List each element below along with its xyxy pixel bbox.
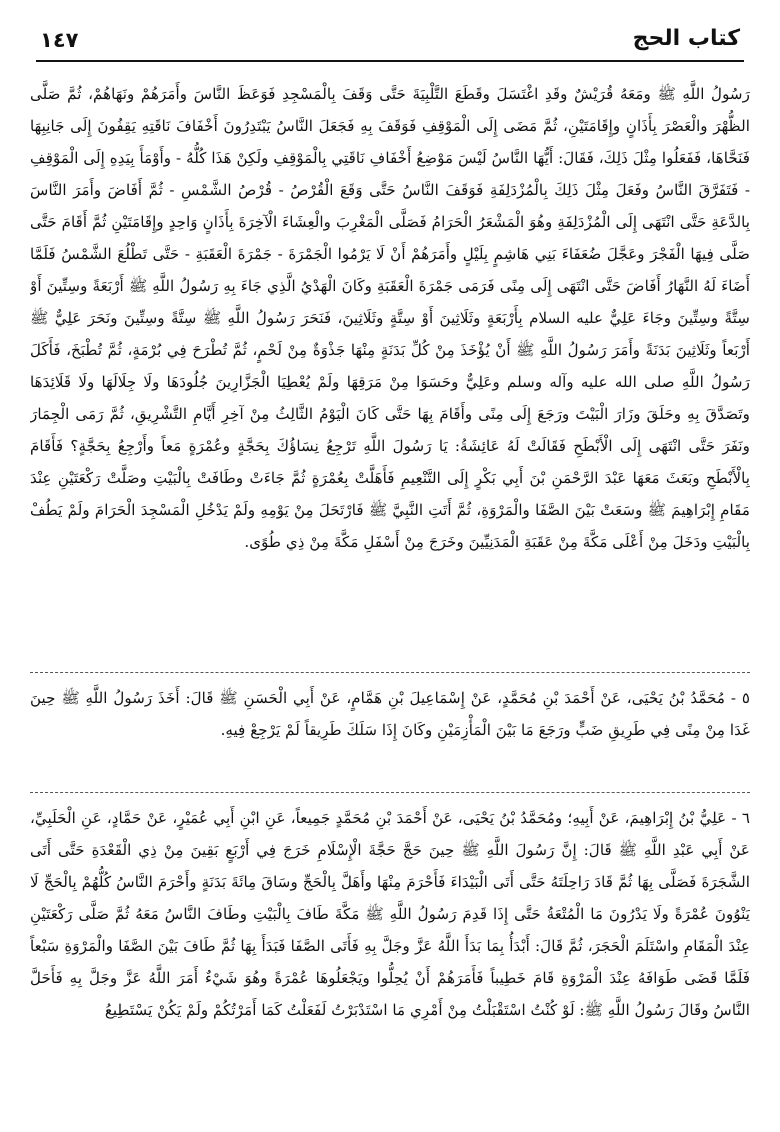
page-number: ١٤٧ — [40, 28, 79, 52]
paragraph-hadith-6: ٦ - عَلِيُّ بْنُ إِبْرَاهِيمَ، عَنْ أَبِيهِ؛ ومُحَمَّدُ بْنُ يَحْيَى، عَنْ أَحْمَدَ بْنِ مُحَمَّدٍ جَمِيعاً، عَنِ ابْنِ أَبِي عُمَيْرٍ، عَنْ حَمَّادٍ، عَنِ الْحَلَبِيِّ، عَنْ أَبِي عَبْدِ اللَّهِ ﷺ قَالَ: إِنَّ رَسُولَ اللَّهِ ﷺ حِينَ حَجَّ حَجَّةَ الْإِسْلَامِ خَرَجَ فِي أَرْبَعٍ بَقِينَ مِنْ ذِي الْقَعْدَةِ حَتَّى أَتَى الشَّجَرَةَ فَصَلَّى بِهَا ثُمَّ قَادَ رَاحِلَتَهُ حَتَّى أَتَى الْبَيْدَاءَ فَأَحْرَمَ مِنْهَا وأَهَلَّ بِالْحَجِّ وسَاقَ مِائَةَ بَدَنَةٍ وأَحْرَمَ النَّاسُ كُلُّهُمْ بِالْحَجِّ لَا يَنْوُونَ عُمْرَةً ولَا يَدْرُونَ مَا الْمُتْعَةُ حَتَّى إِذَا قَدِمَ رَسُولُ اللَّهِ ﷺ مَكَّةَ طَافَ بِالْبَيْتِ وطَافَ النَّاسُ مَعَهُ ثُمَّ صَلَّى رَكْعَتَيْنِ عِنْدَ الْمَقَامِ واسْتَلَمَ الْحَجَرَ، ثُمَّ قَالَ: أَبْدَأُ بِمَا بَدَأَ اللَّهُ عَزَّ وجَلَّ بِهِ فَأَتَى الصَّفَا فَبَدَأَ بِهَا ثُمَّ طَافَ بَيْنَ الصَّفَا والْمَرْوَةِ سَبْعاً فَلَمَّا قَضَى طَوَافَهُ عِنْدَ الْمَرْوَةِ قَامَ خَطِيباً فَأَمَرَهُمْ أَنْ يُحِلُّوا ويَجْعَلُوهَا عُمْرَةً وهُوَ شَيْءٌ أَمَرَ اللَّهُ عَزَّ وجَلَّ بِهِ فَأَحَلَّ النَّاسُ وقَالَ رَسُولُ اللَّهِ ﷺ: لَوْ كُنْتُ اسْتَقْبَلْتُ مِنْ أَمْرِي مَا اسْتَدْبَرْتُ لَفَعَلْتُ كَمَا أَمَرْتُكُمْ ولَمْ يَكُنْ يَسْتَطِيعُ — [30, 809, 750, 1019]
paragraph-separator — [30, 672, 750, 674]
body-text — [30, 78, 750, 1132]
paragraph-separator — [30, 792, 750, 794]
page-header — [36, 26, 744, 62]
paragraph-hadith-4-continued: رَسُولُ اللَّهِ ﷺ ومَعَهُ قُرَيْشٌ وقَدِ اغْتَسَلَ وقَطَعَ التَّلْبِيَةَ حَتَّى وَقَفَ بِالْمَسْجِدِ فَوَعَظَ النَّاسَ وأَمَرَهُمْ ونَهَاهُمْ، ثُمَّ صَلَّى الظُّهْرَ والْعَصْرَ بِأَذَانٍ وإِقَامَتَيْنِ، ثُمَّ مَضَى إِلَى الْمَوْقِفِ فَوَقَفَ بِهِ فَجَعَلَ النَّاسُ يَبْتَدِرُونَ أَخْفَافَ نَاقَتِهِ يَقِفُونَ إِلَى جَانِبِهَا فَنَحَّاهَا، فَفَعَلُوا مِثْلَ ذَلِكَ، فَقَالَ: أَيُّهَا النَّاسُ لَيْسَ مَوْضِعُ أَخْفَافِ نَاقَتِي بِالْمَوْقِفِ ولَكِنْ هَذَا كُلُّهُ - وأَوْمَأَ بِيَدِهِ إِلَى الْمَوْقِفِ - فَتَفَرَّقَ النَّاسُ وفَعَلَ مِثْلَ ذَلِكَ بِالْمُزْدَلِفَةِ فَوَقَفَ النَّاسُ حَتَّى وَقَعَ الْقُرْصُ - قُرْصُ الشَّمْسِ - ثُمَّ أَفَاضَ وأَمَرَ النَّاسَ بِالدَّعَةِ حَتَّى انْتَهَى إِلَى الْمُزْدَلِفَةِ وهُوَ الْمَشْعَرُ الْحَرَامُ فَصَلَّى الْمَغْرِبَ والْعِشَاءَ الْآخِرَةَ بِأَذَانٍ وَاحِدٍ وإِقَامَتَيْنِ ثُمَّ أَقَامَ حَتَّى صَلَّى فِيهَا الْفَجْرَ وعَجَّلَ ضُعَفَاءَ بَنِي هَاشِمٍ بِلَيْلٍ وأَمَرَهُمْ أَنْ لَا يَرْمُوا الْجَمْرَةَ - جَمْرَةَ الْعَقَبَةِ - حَتَّى تَطْلُعَ الشَّمْسُ فَلَمَّا أَضَاءَ لَهُ النَّهَارُ أَفَاضَ حَتَّى انْتَهَى إِلَى مِنًى فَرَمَى جَمْرَةَ الْعَقَبَةِ وكَانَ الْهَدْيُ الَّذِي جَاءَ بِهِ رَسُولُ اللَّهِ ﷺ أَرْبَعَةً وسِتِّينَ أَوْ سِتَّةً وسِتِّينَ وجَاءَ عَلِيٌّ عليه السلام بِأَرْبَعَةٍ وثَلَاثِينَ أَوْ سِتَّةٍ وثَلَاثِينَ، فَنَحَرَ رَسُولُ اللَّهِ ﷺ سِتَّةً وسِتِّينَ ونَحَرَ عَلِيٌّ ﷺ أَرْبَعاً وثَلَاثِينَ بَدَنَةً وأَمَرَ رَسُولُ اللَّهِ ﷺ أَنْ يُؤْخَذَ مِنْ كُلِّ بَدَنَةٍ مِنْهَا جَذْوَةٌ مِنْ لَحْمٍ، ثُمَّ تُطْرَحَ فِي بُرْمَةٍ، ثُمَّ تُطْبَخَ، فَأَكَلَ رَسُولُ اللَّهِ صلى الله عليه وآله وسلم وعَلِيٌّ وحَسَوَا مِنْ مَرَقِهَا ولَمْ يُعْطِيَا الْجَزَّارِينَ جُلُودَهَا ولَا جِلَالَهَا ولَا قَلَائِدَهَا وتَصَدَّقَ بِهِ وحَلَقَ وزَارَ الْبَيْتَ ورَجَعَ إِلَى مِنًى وأَقَامَ بِهَا حَتَّى كَانَ الْيَوْمُ الثَّالِثُ مِنْ آخِرِ أَيَّامِ التَّشْرِيقِ، ثُمَّ رَمَى الْجِمَارَ ونَفَرَ حَتَّى انْتَهَى إِلَى الْأَبْطَحِ فَقَالَتْ لَهُ عَائِشَةُ: يَا رَسُولَ اللَّهِ تَرْجِعُ نِسَاؤُكَ بِحَجَّةٍ وعُمْرَةٍ مَعاً وأَرْجِعُ بِحَجَّةٍ؟ فَأَقَامَ بِالْأَبْطَحِ وبَعَثَ مَعَهَا عَبْدَ الرَّحْمَنِ بْنَ أَبِي بَكْرٍ إِلَى التَّنْعِيمِ فَأَهَلَّتْ بِعُمْرَةٍ ثُمَّ جَاءَتْ وطَافَتْ بِالْبَيْتِ وصَلَّتْ رَكْعَتَيْنِ عِنْدَ مَقَامِ إِبْرَاهِيمَ ﷺ وسَعَتْ بَيْنَ الصَّفَا والْمَرْوَةِ، ثُمَّ أَتَتِ النَّبِيَّ ﷺ فَارْتَحَلَ مِنْ يَوْمِهِ ولَمْ يَدْخُلِ الْمَسْجِدَ الْحَرَامَ ولَمْ يَطُفْ بِالْبَيْتِ ودَخَلَ مِنْ أَعْلَى مَكَّةَ مِنْ عَقَبَةِ الْمَدَنِيِّينَ وخَرَجَ مِنْ أَسْفَلِ مَكَّةَ مِنْ ذِي طُوًى. — [30, 85, 750, 551]
paragraph-hadith-5: ٥ - مُحَمَّدُ بْنُ يَحْيَى، عَنْ أَحْمَدَ بْنِ مُحَمَّدٍ، عَنْ إِسْمَاعِيلَ بْنِ هَمَّامٍ، عَنْ أَبِي الْحَسَنِ ﷺ قَالَ: أَخَذَ رَسُولُ اللَّهِ ﷺ حِينَ غَدَا مِنْ مِنًى فِي طَرِيقِ ضَبٍّ ورَجَعَ مَا بَيْنَ الْمَأْزِمَيْنِ وكَانَ إِذَا سَلَكَ طَرِيقاً لَمْ يَرْجِعْ فِيهِ. — [30, 689, 750, 739]
book-title: كتاب الحج — [632, 26, 740, 51]
